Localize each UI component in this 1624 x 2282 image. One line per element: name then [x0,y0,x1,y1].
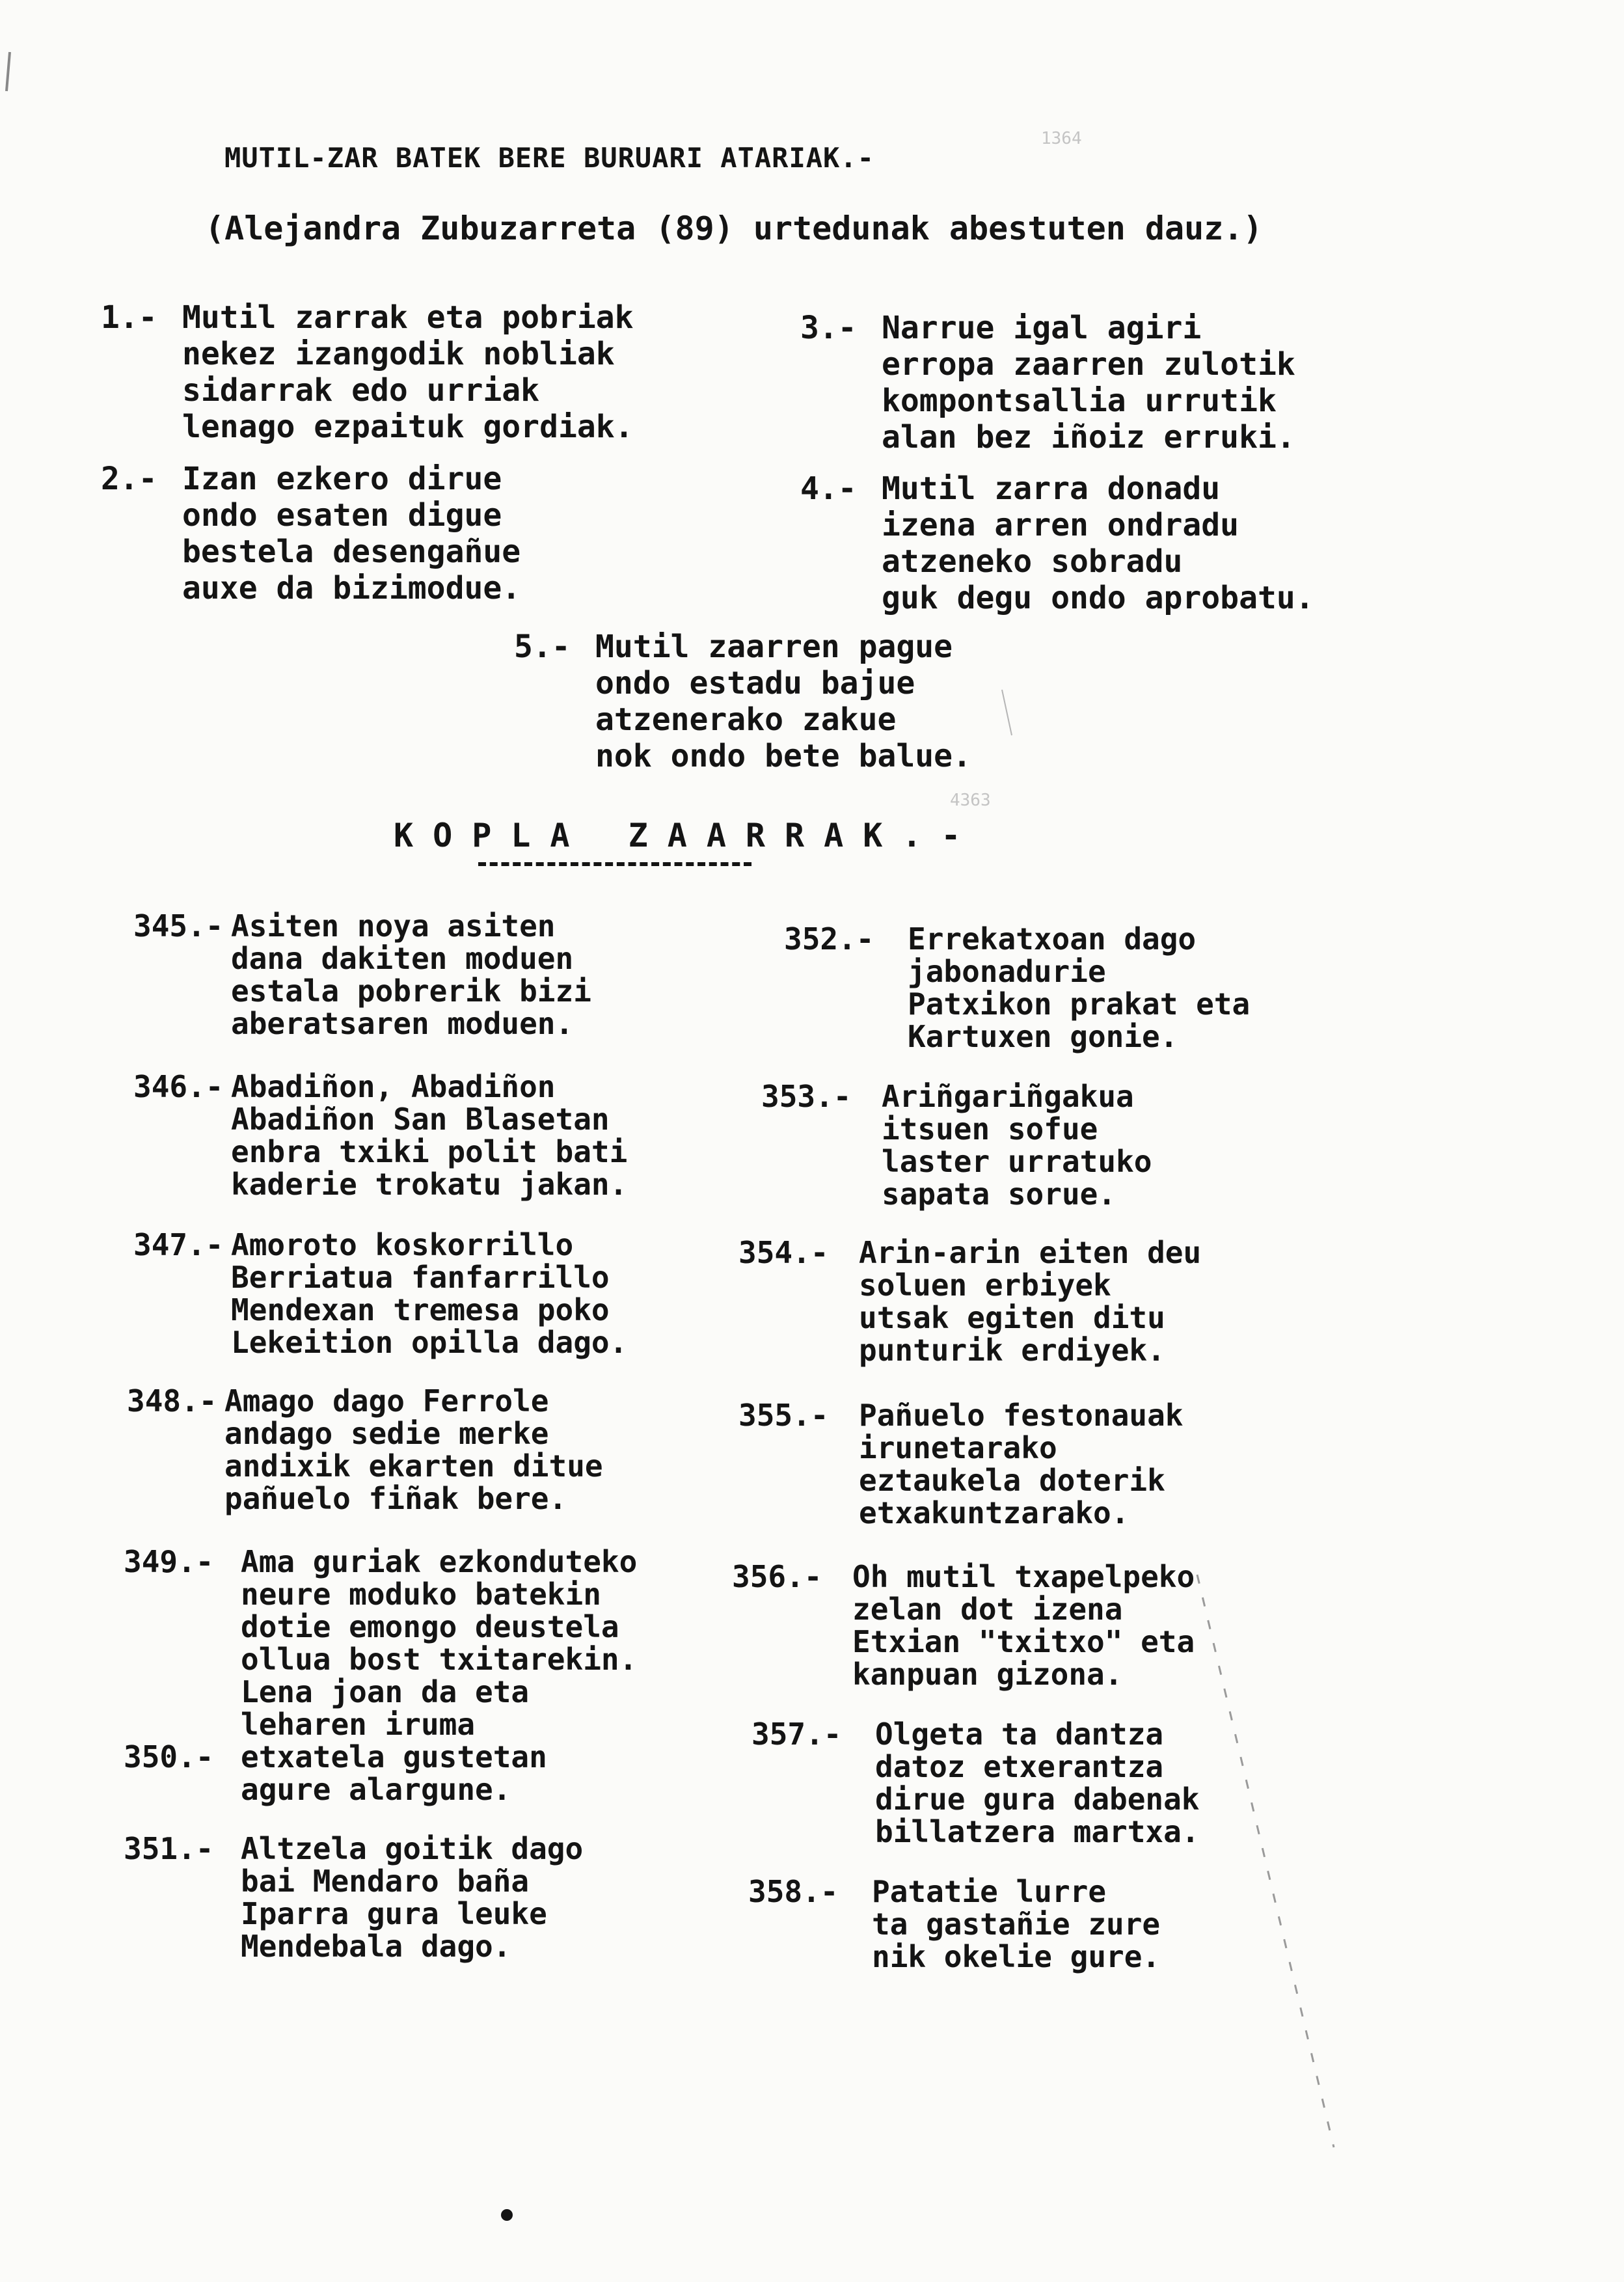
verse-line: sapata sorue. [882,1176,1116,1212]
verse-line: aberatsaren moduen. [231,1006,574,1041]
verse-line: Errekatxoan dago [908,921,1197,957]
verse-line: utsak egiten ditu [859,1300,1165,1335]
verse-line: Amoroto koskorrillo [231,1227,574,1262]
stanza-number: 355.- [738,1398,829,1433]
verse-line: lenago ezpaituk gordiak. [182,409,634,445]
verse-line: Mendexan tremesa poko [231,1292,610,1327]
verse-line: Patatie lurre [872,1874,1107,1909]
verse-line: Lena joan da eta [241,1674,530,1709]
verse-line: agure alargune. [241,1772,511,1807]
verse-line: atzenerako zakue [595,701,897,738]
verse-line: eztaukela doterik [859,1463,1165,1498]
verse-line: jabonadurie [908,954,1106,989]
verse-line: andixik ekarten ditue [224,1448,603,1484]
document-subtitle: (Alejandra Zubuzarreta (89) urtedunak abestuten dauz.) [205,210,1263,247]
verse-line: enbra txiki polit bati [231,1134,628,1169]
stanza-number: 3.- [800,310,857,346]
verse-line: Pañuelo festonauak [859,1398,1184,1433]
verse-line: irunetarako [859,1430,1057,1465]
verse-line: nok ondo bete balue. [595,738,971,774]
verse-line: billatzera martxa. [875,1814,1200,1849]
verse-line: Mutil zarra donadu [882,470,1221,507]
stanza-number: 349.- [124,1544,214,1579]
verse-line: Olgeta ta dantza [875,1717,1164,1752]
verse-line: datoz etxerantza [875,1749,1164,1784]
section-heading: KOPLA ZAARRAK.- [394,817,981,854]
archive-stamp-number: 1364 [1041,129,1082,148]
verse-line: Lekeition opilla dago. [231,1325,628,1360]
verse-line: itsuen sofue [882,1111,1098,1147]
verse-line: nik okelie gure. [872,1939,1161,1974]
verse-line: Iparra gura leuke [241,1896,547,1931]
verse-line: ondo estadu bajue [595,665,915,701]
verse-line: Patxikon prakat eta [908,986,1251,1022]
verse-line: Berriatua fanfarrillo [231,1260,610,1295]
verse-line: Amago dago Ferrole [224,1383,549,1419]
verse-line: dana dakiten moduen [231,941,574,976]
punch-mark [501,2209,513,2221]
verse-line: Ama guriak ezkonduteko [241,1544,638,1579]
stanza-number: 351.- [124,1831,214,1866]
verse-line: Oh mutil txapelpeko [852,1559,1195,1594]
stanza-number: 2.- [101,461,157,497]
stanza-number: 5.- [514,629,571,665]
verse-line: etxakuntzarako. [859,1495,1130,1530]
verse-line: punturik erdiyek. [859,1333,1165,1368]
verse-line: zelan dot izena [852,1592,1123,1627]
verse-line: Mutil zaarren pague [595,629,953,665]
stanza-number: 1.- [101,299,157,336]
verse-line: Abadiñon San Blasetan [231,1102,610,1137]
verse-line: Mutil zarrak eta pobriak [182,299,634,336]
verse-line: dotie emongo deustela [241,1609,619,1644]
stanza-number: 354.- [738,1235,829,1270]
verse-line: erropa zaarren zulotik [882,346,1295,383]
verse-line: alan bez iñoiz erruki. [882,419,1295,455]
verse-line: Arin-arin eiten deu [859,1235,1202,1270]
verse-line: dirue gura dabenak [875,1782,1200,1817]
verse-line: laster urratuko [882,1144,1152,1179]
verse-line: ondo esaten digue [182,497,502,534]
verse-line: Etxian "txitxo" eta [852,1624,1195,1659]
verse-line: neure moduko batekin [241,1577,601,1612]
verse-line: guk degu ondo aprobatu. [882,580,1314,616]
stanza-number: 345.- [133,908,224,944]
verse-line: Altzela goitik dago [241,1831,584,1866]
verse-line: Izan ezkero dirue [182,461,502,497]
stanza-number: 347.- [133,1227,224,1262]
verse-line: bestela desengañue [182,534,521,570]
stanza-number: 356.- [732,1559,822,1594]
archive-stamp-number: 4363 [950,791,991,810]
stanza-number: 358.- [748,1874,839,1909]
verse-line: Narrue igal agiri [882,310,1202,346]
verse-line: soluen erbiyek [859,1268,1111,1303]
stanza-number: 350.- [124,1739,214,1774]
verse-line: izena arren ondradu [882,507,1239,543]
verse-line: kaderie trokatu jakan. [231,1167,628,1202]
verse-line: bai Mendaro baña [241,1864,530,1899]
document-title: MUTIL-ZAR BATEK BERE BURUARI ATARIAK.- [224,142,874,174]
verse-line: Asiten noya asiten [231,908,556,944]
verse-line: Ariñgariñgakua [882,1079,1134,1114]
verse-line: Kartuxen gonie. [908,1019,1178,1054]
verse-line: sidarrak edo urriak [182,372,540,409]
stanza-number: 348.- [127,1383,217,1419]
stanza-number: 352.- [784,921,874,957]
verse-line: pañuelo fiñak bere. [224,1481,567,1516]
verse-line: kanpuan gizona. [852,1657,1123,1692]
verse-line: andago sedie merke [224,1416,549,1451]
verse-line: kompontsallia urrutik [882,383,1277,419]
verse-line: etxatela gustetan [241,1739,547,1774]
verse-line: ta gastañie zure [872,1907,1161,1942]
verse-line: Abadiñon, Abadiñon [231,1069,556,1104]
verse-line: atzeneko sobradu [882,543,1183,580]
verse-line: Mendebala dago. [241,1929,511,1964]
verse-line: estala pobrerik bizi [231,973,591,1009]
verse-line: nekez izangodik nobliak [182,336,615,372]
stanza-number: 357.- [751,1717,842,1752]
stanza-number: 4.- [800,470,857,507]
verse-line: auxe da bizimodue. [182,570,521,606]
verse-line: ollua bost txitarekin. [241,1642,638,1677]
stanza-number: 353.- [761,1079,852,1114]
verse-line: leharen iruma [241,1707,476,1742]
stanza-number: 346.- [133,1069,224,1104]
